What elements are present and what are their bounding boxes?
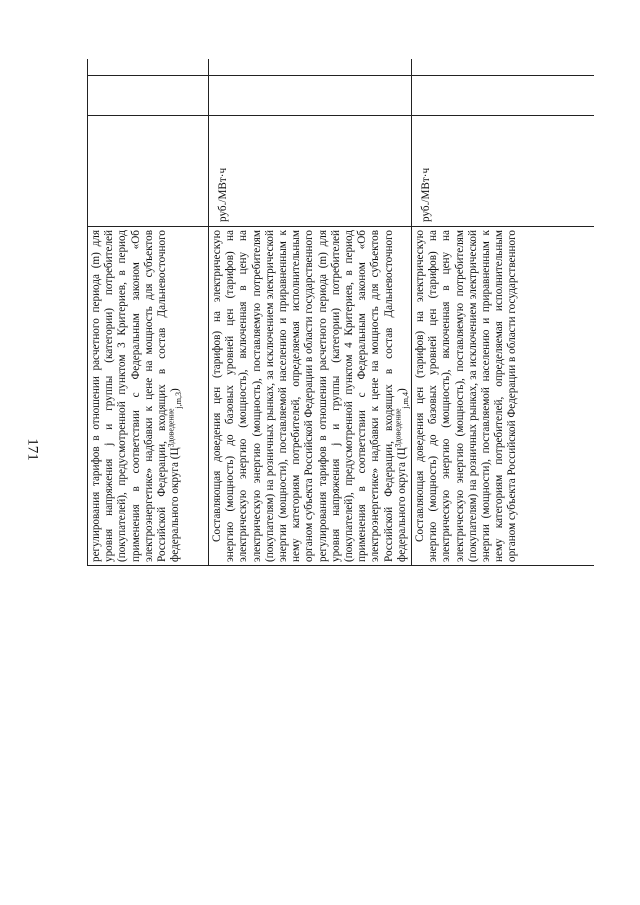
page-number: 171 bbox=[24, 438, 41, 461]
value-cell bbox=[88, 59, 209, 76]
description-cell: Составляющая доведения цен (тарифов) на электрическую энергию (мощность) до базовых уровней цен (тарифов) на электрическую энергию (мощность), включенная в цену на электрическую энергию (мощность), поставляемую потребителям (покупателям) на розничных рынках, за исключением электрической энергии (мощности), поставляемой населению и приравненным к нему категориям потребителей, определяемая исполнительным органом субъекта Российской Федерации в области государственного регулирования тарифов в отношении расчетного периода (m) для уровня напряжения j и группы (категории) потребителей (покупателей), предусмотренной пунктом 4 Критериев, в период применения в соответствии с Федеральным законом «Об электроэнергетике» надбавки к цене на мощность для субъектов Российской Федерации, входящих в состав Дальневосточного федерального округа $(Ц^{3доведение}_{j,m,4})$ bbox=[209, 227, 412, 566]
table-row bbox=[412, 59, 594, 566]
rotated-table-area bbox=[87, 59, 594, 840]
value-cell bbox=[88, 76, 209, 116]
unit-cell: руб./МВт·ч bbox=[412, 116, 594, 227]
table-row bbox=[209, 59, 412, 566]
value-cell bbox=[209, 59, 412, 76]
table-row bbox=[88, 59, 209, 566]
landscape-sheet bbox=[87, 59, 594, 566]
value-cell bbox=[412, 76, 594, 116]
description-cell: регулирования тарифов в отношении расчетного периода (m) для уровня напряжения j и группы (категории) потребителей (покупателей), предусмотренной пунктом 3 Критериев, в период применения в соответствии с Федеральным законом «Об электроэнергетике» надбавки к цене на мощность для субъектов Российской Федерации, входящих в состав Дальневосточного федерального округа $(Ц^{3доведение}_{j,m,3})$ bbox=[88, 227, 209, 566]
unit-cell bbox=[88, 116, 209, 227]
value-cell bbox=[209, 76, 412, 116]
unit-cell: руб./МВт·ч bbox=[209, 116, 412, 227]
tariff-table bbox=[87, 59, 594, 566]
value-cell bbox=[412, 59, 594, 76]
description-cell: Составляющая доведения цен (тарифов) на электрическую энергию (мощность) до базовых уровней цен (тарифов) на электрическую энергию (мощность), включенная в цену на электрическую энергию (мощность), поставляемую потребителям (покупателям) на розничных рынках, за исключением электрической энергии (мощности), поставляемой населению и приравненным к нему категориям потребителей, определяемая исполнительным органом субъекта Российской Федерации в области государственного bbox=[412, 227, 594, 566]
